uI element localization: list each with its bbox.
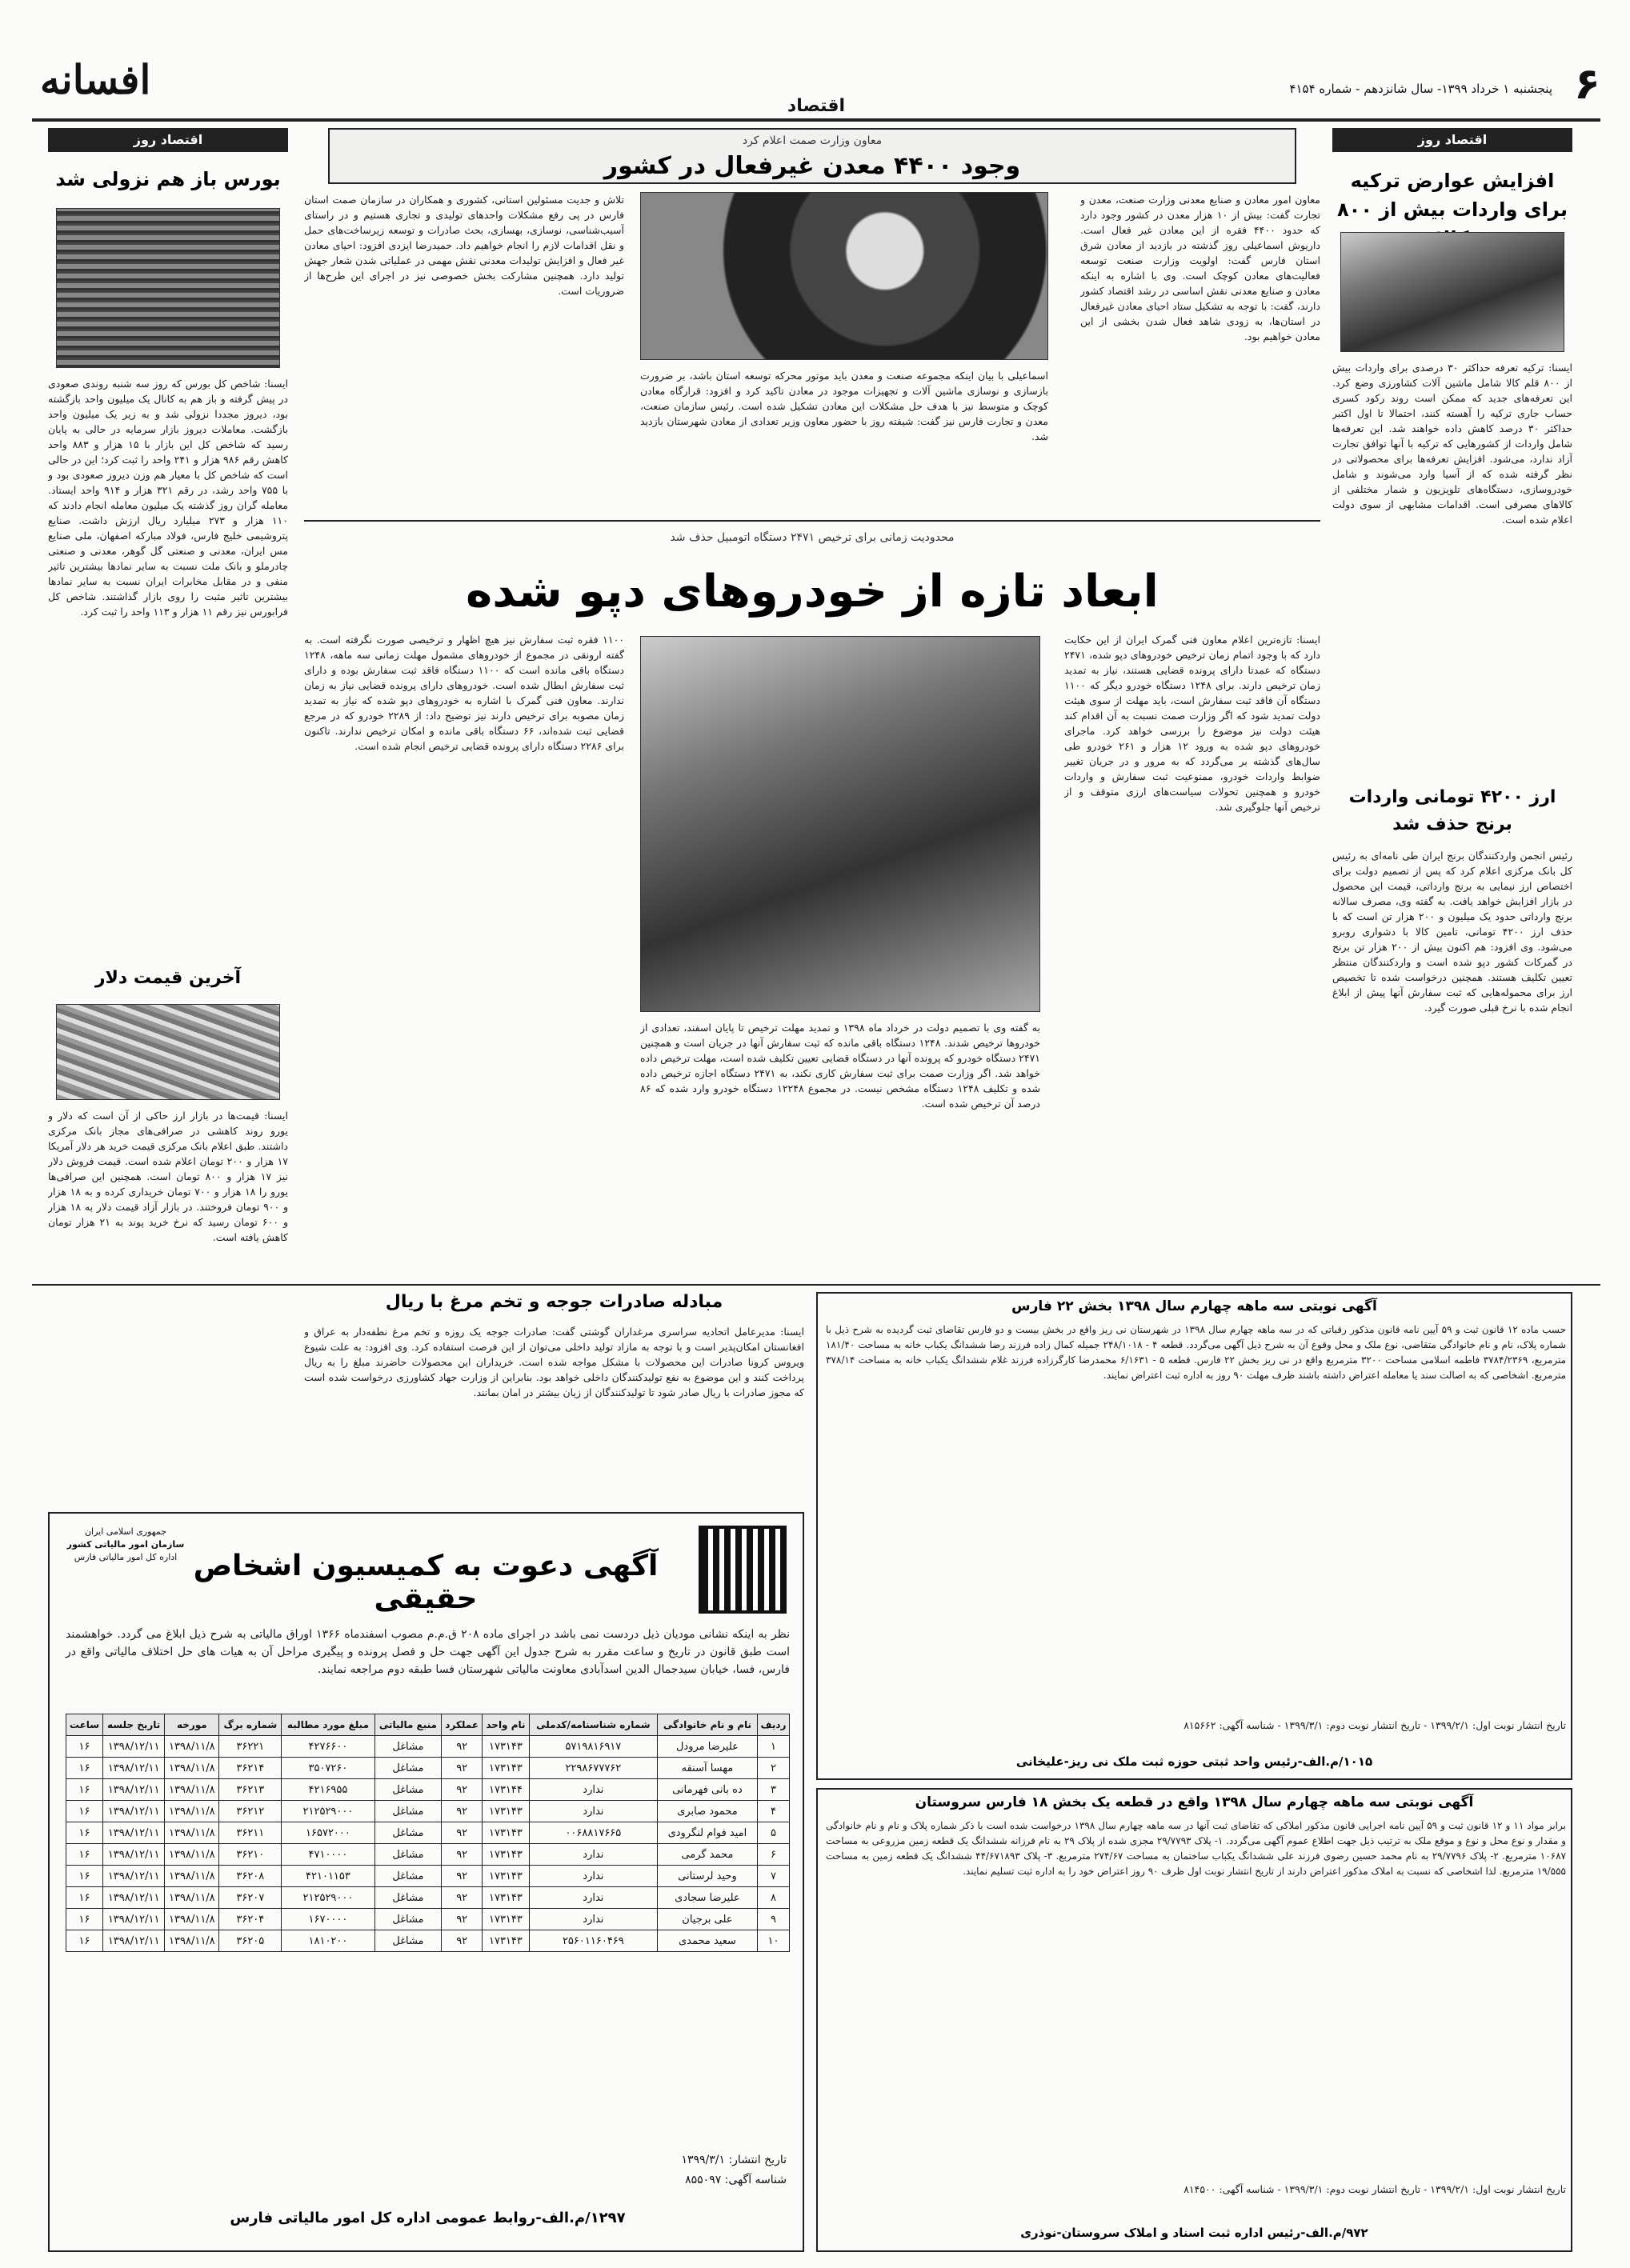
- table-row: [66, 1822, 790, 1844]
- main-body-c: به گفته وی با تصمیم دولت در خرداد ماه ۱۳۹۸ و تمدید مهلت ترخیص تا پایان اسفند، تعدادی از خودروها ترخیص شدند. ۱۲۴۸ دستگاه باقی مانده که ثبت سفارش آنها در جریان است و همچنین ۲۴۷۱ دستگاه خودرو که پرونده آنها در دستگاه قضایی تعیین تکلیف شده است، مهلت ترخیص داده خواهد شد. اگر وزارت صمت برای ثبت سفارش کاری نکند، به ۲۴۷۱ دستگاه اجازه ترخیص داده شده و تکلیف ۱۲۴۸ دستگاه مشخص نیست. در مجموع ۱۲۲۴۸ دستگاه خودرو وارد شده که ۸۶ درصد آن ترخیص شده است.: [640, 1022, 1040, 1110]
- table-cell: ۹۲: [442, 1736, 483, 1758]
- tax-ad: [48, 1512, 804, 2252]
- top-story-head-box: [328, 128, 1296, 184]
- table-cell: ۱۳۹۸/۱۱/۸: [165, 1736, 219, 1758]
- top-story-body-c: تلاش و جدیت مسئولین استانی، کشوری و همکاران در سازمان صمت استان فارس در پی رفع مشکلات واحدهای تولیدی و تجاری هستیم و در راستای آسیب‌شناسی، نوسازی، بهسازی، بحث صادرات و توسعه زیرساخت‌های حمل و نقل اقدامات لازم را انجام خواهیم داد. حمیدرضا ایزدی افزود: احیای معادن غیر فعال و افزایش تولیدات معدنی نقش مهمی در عملیاتی شدن شعار جهش تولید دارد. همچنین مشارکت بخش خصوصی نیز در اجرای این طرح‌ها از ضروریات است.: [304, 194, 624, 297]
- story-title: مبادله صادرات جوجه و تخم مرغ با ریال: [385, 1292, 723, 1312]
- notice-footer: تاریخ انتشار نوبت اول: ۱۳۹۹/۲/۱ - تاریخ انتشار نوبت دوم: ۱۳۹۹/۳/۱ - شناسه آگهی: ۸۱۵۶۶۲: [1183, 1719, 1566, 1731]
- ad-sign: ۱۲۹۷/م.الف-روابط عمومی اداره کل امور مالیاتی فارس: [230, 2210, 626, 2226]
- table-cell: ۹۲: [442, 1887, 483, 1909]
- table-header-cell: عملکرد: [442, 1714, 483, 1736]
- top-story-body-b: اسماعیلی با بیان اینکه مجموعه صنعت و معدن باید موتور محرکه توسعه استان باشد، بر ضرورت بازسازی و نوسازی ماشین آلات و تجهیزات موجود در معادن تاکید کرد و افزود: قرارگاه معادن کوچک و متوسط نیز با هدف حل مشکلات این معادن تشکیل شده است. رئیس سازمان صنعت، معدن و تجارت فارس نیز گفت: شیفته روز با حضور معاون وزیر تعدادی از معادن شهرستان بازدید شد.: [640, 370, 1048, 442]
- table-header-cell: شماره شناسنامه/کدملی: [529, 1714, 657, 1736]
- table-cell: ۱۳۹۸/۱۲/۱۱: [102, 1736, 164, 1758]
- table-cell: ۹۲: [442, 1779, 483, 1801]
- table-cell: ۱۶: [66, 1844, 103, 1866]
- chick-story: [304, 1292, 804, 1516]
- table-cell: مشاغل: [374, 1801, 442, 1822]
- table-cell: ۳۶۲۱۳: [219, 1779, 282, 1801]
- table-cell: مشاغل: [374, 1844, 442, 1866]
- table-cell: ۱۷۳۱۴۴: [483, 1779, 530, 1801]
- table-cell: مشاغل: [374, 1822, 442, 1844]
- notice-box-1: [816, 1292, 1572, 1780]
- table-row: [66, 1887, 790, 1909]
- table-cell: ۳۶۲۱۴: [219, 1758, 282, 1779]
- table-cell: ۵۷۱۹۸۱۶۹۱۷: [529, 1736, 657, 1758]
- story-body: ایسنا: شاخص کل بورس که روز سه شنبه روندی صعودی در پیش گرفته و باز هم به کانال یک میلیون واحد بازگشته بود، دیروز مجددا نزولی شد و به زیر یک میلیون واحد بازگشت. معاملات دیروز بازار سرمایه در حالی به پایان رسید که شاخص کل این بازار با ۱۵ هزار و ۸۸۳ واحد کاهش رقم ۹۸۶ هزار و ۲۴۱ واحد را ثبت کرد؛ این در حالی است که شاخص کل با معیار هم وزن دیروز صعودی بود و با ۷۵۵ واحد رشد، در رقم ۳۲۱ هزار و ۹۱۴ واحد ایستاد. معامله گران روز گذشته یک میلیون معامله انجام دادند که ۱۱۰ هزار و ۲۷۳ میلیارد ریال ارزش داشت. صنایع پتروشیمی خلیج فارس، فولاد مبارکه اصفهان، ملی صنایع مس ایران، معدنی و صنعتی گل گوهر، معدنی و صنعتی چادرملو و بانک ملت نسبت به سایر نمادها بیشترین تاثیر منفی و در مقابل مخابرات ایران نسبت به سایر نمادها بیشترین تاثیر مثبت را روی بازار گذاشتند. شاخص کل فرابورس نیز رقم ۱۱ هزار و ۱۱۳ واحد را ثبت کرد.: [48, 378, 288, 618]
- section-title: اقتصاد: [787, 96, 846, 116]
- story-body: ایسنا: مدیرعامل اتحادیه سراسری مرغداران گوشتی گفت: صادرات جوجه یک روزه و تخم مرغ نطفه‌دار به عراق و افغانستان امکان‌پذیر است و با توجه به مازاد تولید داخلی می‌توان از این فرصت استفاده کرد. وی افزود: به علت شیوع ویروس کرونا صادرات این محصولات با مشکل مواجه شده است. خریداران این محصولات حاضرند مبلغ را به ریال پرداخت کنند و این موضوع به نفع تولیدکنندگان داخلی خواهد بود. بنابراین از وزارت جهاد کشاورزی درخواست شده است که مجوز صادرات با ریال صادر شود تا تولیدکنندگان از زیان بیشتر در امان بمانند.: [304, 1326, 804, 1398]
- dollar-photo: [56, 1004, 280, 1100]
- table-row: [66, 1930, 790, 1952]
- table-cell: محمد گرمی: [657, 1844, 757, 1866]
- notice-title: آگهی نوبتی سه ماهه چهارم سال ۱۳۹۸ بخش ۲۲ فارس: [1011, 1298, 1377, 1314]
- table-cell: ده بانی فهرمانی: [657, 1779, 757, 1801]
- tax-emblem-icon: [699, 1526, 787, 1614]
- stock-market-photo: [56, 208, 280, 368]
- table-cell: ۱۳۹۸/۱۲/۱۱: [102, 1844, 164, 1866]
- issue-date: پنجشنبه ۱ خرداد ۱۳۹۹- سال شانزدهم - شماره ۴۱۵۴: [1289, 82, 1552, 96]
- table-cell: ۹۲: [442, 1866, 483, 1887]
- table-header-cell: نام واحد: [483, 1714, 530, 1736]
- table-cell: ۴: [757, 1801, 789, 1822]
- main-story: [304, 528, 1320, 1280]
- table-cell: ۱۶: [66, 1909, 103, 1930]
- table-cell: ۴۲۱۰۱۱۵۳: [282, 1866, 374, 1887]
- table-cell: مشاغل: [374, 1887, 442, 1909]
- ad-title: آگهی دعوت به کمیسیون اشخاص حقیقی: [193, 1550, 659, 1615]
- table-cell: ۱۳۹۸/۱۱/۸: [165, 1822, 219, 1844]
- table-cell: ندارد: [529, 1866, 657, 1887]
- table-cell: ۹۲: [442, 1758, 483, 1779]
- table-cell: ۱۶: [66, 1822, 103, 1844]
- table-cell: ندارد: [529, 1801, 657, 1822]
- table-cell: علی برجیان: [657, 1909, 757, 1930]
- table-cell: ۳۶۲۲۱: [219, 1736, 282, 1758]
- notice-title: آگهی نوبتی سه ماهه چهارم سال ۱۳۹۸ واقع در قطعه یک بخش ۱۸ فارس سروستان: [915, 1794, 1474, 1810]
- right-column: [1332, 128, 1572, 1272]
- table-cell: ۱۳۹۸/۱۱/۸: [165, 1909, 219, 1930]
- table-cell: ۱۶۷۰۰۰۰: [282, 1909, 374, 1930]
- main-body-a: ایسنا: تازه‌ترین اعلام معاون فنی گمرک ایران از این حکایت دارد که با وجود اتمام زمان ترخیص خودروهای دپو شده، ۲۴۷۱ دستگاه که عمدتا دارای پرونده قضایی هستند، نیاز به تمدید زمان ترخیص دارند. برای ۱۲۴۸ دستگاه خودرو دیگر که ۱۱۰۰ دستگاه آن فاقد ثبت سفارش است، باید مهلت از سوی هیئت دولت تمدید شود که اگر وزارت صمت نسبت به آن اقدام کند هیئت دولت نیز موضوع را بررسی خواهد کرد. ماجرای خودروهای دپو شده به ورود ۱۲ هزار و ۲۶۱ خودرو طی سال‌های گذشته بر می‌گردد که به مرور و در جریان تغییر ضوابط واردات خودرو، ممنوعیت ثبت سفارش و واردات خودرو و همچنین تحولات سیاست‌های ارزی متوقف و از ترخیص آنها جلوگیری شد.: [1064, 634, 1320, 813]
- table-cell: ۹۲: [442, 1801, 483, 1822]
- kicker: معاون وزارت صمت اعلام کرد: [742, 134, 883, 147]
- masthead-rule: [32, 118, 1600, 122]
- notice-footer: تاریخ انتشار نوبت اول: ۱۳۹۹/۲/۱ - تاریخ انتشار نوبت دوم: ۱۳۹۹/۳/۱ - شناسه آگهی: ۸۱۴۵۰۰: [1183, 2183, 1566, 2195]
- notice-body: برابر مواد ۱۱ و ۱۲ قانون ثبت و ۵۹ آیین نامه اجرایی قانون مذکور املاکی که تقاضای ثبت آنها در سه ماهه چهارم سال ۱۳۹۸ درخواست شده است با ذکر شماره پلاک و نام و نام خانوادگی و مقدار و نوع محل و نوع و موقع ملک به ترتیب ذیل جهت اطلاع عموم آگهی می‌گردد. ۱- پلاک ۲۹/۷۷۹۳ مجزی شده از پلاک ۲۹ به نام فرزانه ششدانگ یک قطعه زمین مزروعی به مساحت ۱۰۶۸۷ مترمربع. ۲- پلاک ۲۹/۷۷۹۶ به نام محمد حسین رضوی فرزند علی ششدانگ یکباب ساختمان به مساحت ۲۷۴/۶۷ مترمربع. ۳- پلاک ۴۴/۶۷۱۸۹۳ ششدانگ یک قطعه زمین به مساحت ۱۹/۵۵۵ مترمربع. لذا اشخاصی که نسبت به املاک مذکور اعتراض دارند از تاریخ انتشار نوبت اول ظرف ۹۰ روز اعتراض خود را به اداره ثبت تسلیم نمایند.: [826, 1820, 1566, 1877]
- kicker: محدودیت زمانی برای ترخیص ۲۴۷۱ دستگاه اتومبیل حذف شد: [670, 531, 955, 544]
- table-header-cell: مبلغ مورد مطالبه: [282, 1714, 374, 1736]
- table-cell: ۱۳۹۸/۱۲/۱۱: [102, 1801, 164, 1822]
- divider: [32, 1284, 1600, 1286]
- table-cell: مهسا آسنقه: [657, 1758, 757, 1779]
- masthead: [32, 56, 1600, 120]
- divider: [304, 520, 1320, 522]
- story-body-2: ایسنا: قیمت‌ها در بازار ارز حاکی از آن است که دلار و یورو روند کاهشی در صرافی‌های مجاز بانک مرکزی داشتند. طبق اعلام بانک مرکزی قیمت خرید هر دلار آمریکا ۱۷ هزار و ۲۰۰ تومان اعلام شده است. قیمت فروش دلار نیز ۱۷ هزار و ۸۰۰ تومان است. همچنین این صرافی‌ها یورو را ۱۸ هزار و ۷۰۰ تومان خریداری کرده و به ۱۸ هزار و ۹۰۰ تومان فروختند. در بازار آزاد قیمت دلار به ۱۸ هزار و ۶۰۰ تومان رسید که نرخ خرید پوند به ۲۱ هزار تومان کاهش یافته است.: [48, 1110, 288, 1243]
- table-cell: محمود صابری: [657, 1801, 757, 1822]
- table-cell: مشاغل: [374, 1758, 442, 1779]
- table-cell: ۳: [757, 1779, 789, 1801]
- table-cell: ۳۶۲۱۲: [219, 1801, 282, 1822]
- table-cell: ۶: [757, 1844, 789, 1866]
- table-cell: ۱۶: [66, 1866, 103, 1887]
- table-cell: ۹۲: [442, 1909, 483, 1930]
- table-header-cell: مورخه: [165, 1714, 219, 1736]
- table-cell: ۹: [757, 1909, 789, 1930]
- tax-table: [66, 1714, 790, 1952]
- pub-date: تاریخ انتشار: ۱۳۹۹/۳/۱: [681, 2154, 787, 2166]
- table-cell: ندارد: [529, 1844, 657, 1866]
- col-tag-left: اقتصاد روز: [48, 128, 288, 152]
- page-number: ۶: [1574, 58, 1600, 109]
- table-cell: ندارد: [529, 1887, 657, 1909]
- ad-intro: نظر به اینکه نشانی مودیان ذیل دردست نمی باشد در اجرای ماده ۲۰۸ ق.م.م مصوب اسفندماه ۱۳۶۶ اوراق مالیاتی به شرح ذیل ابلاغ می گردد. خواهشمند است طبق قانون در تاریخ و ساعت مقرر به شرح جدول این آگهی جهت حل و فصل پرونده و پیگیری مراحل آن به هیات های حل اختلاف مالیاتی واقع در فارس، فسا، خیابان سیدجمال الدین اسدآبادی معاونت مالیاتی شهرستان فسا طبقه دوم مراجعه نمایند.: [66, 1628, 791, 1676]
- table-cell: ۱۶: [66, 1736, 103, 1758]
- table-cell: ۹۲: [442, 1822, 483, 1844]
- table-cell: ۱۳۹۸/۱۱/۸: [165, 1887, 219, 1909]
- table-cell: ۱۷۳۱۴۳: [483, 1844, 530, 1866]
- table-header-cell: ساعت: [66, 1714, 103, 1736]
- org-line-2: سازمان امور مالیاتی کشور: [66, 1539, 185, 1550]
- top-story: [304, 128, 1320, 512]
- table-cell: علیرضا سجادی: [657, 1887, 757, 1909]
- table-cell: ۲: [757, 1758, 789, 1779]
- table-cell: ۳۶۲۰۷: [219, 1887, 282, 1909]
- table-cell: ۴۲۱۶۹۵۵: [282, 1779, 374, 1801]
- table-cell: ۱۰: [757, 1930, 789, 1952]
- story-title: افزایش عوارض ترکیه برای واردات بیش از ۸۰۰: [1337, 170, 1568, 221]
- table-cell: ۳۵۰۷۲۶۰: [282, 1758, 374, 1779]
- table-header-cell: ردیف: [757, 1714, 789, 1736]
- table-cell: ۱۳۹۸/۱۱/۸: [165, 1844, 219, 1866]
- table-cell: ۰۰۶۸۸۱۷۶۶۵: [529, 1822, 657, 1844]
- table-cell: ۱۷۳۱۴۳: [483, 1887, 530, 1909]
- table-cell: ۱۶۵۷۲۰۰۰: [282, 1822, 374, 1844]
- table-row: [66, 1844, 790, 1866]
- table-header-cell: منبع مالیاتی: [374, 1714, 442, 1736]
- table-cell: ۷: [757, 1866, 789, 1887]
- table-cell: ۸: [757, 1887, 789, 1909]
- table-cell: مشاغل: [374, 1930, 442, 1952]
- table-cell: ندارد: [529, 1779, 657, 1801]
- main-body-b: ۱۱۰۰ فقره ثبت سفارش نیز هیچ اظهار و ترخیصی صورت نگرفته است. به گفته ارونقی در مجموع از خودروهای مشمول مهلت زمانی سه ماهه، ۱۲۴۸ دستگاه باقی مانده است که ۱۱۰۰ دستگاه فاقد ثبت سفارش بوده و دارای ثبت سفارش ابطال شده است. خودروهای دارای پرونده قضایی نیاز به زمان ندارند. معاون فنی گمرک با اشاره به خودروهای دپو شده که نیاز به تمدید زمان مصوبه برای ترخیص دارند نیز توضیح داد: از ۲۲۸۹ خودرو که در مرجع قضایی ثبت شده‌اند، ۶۶ دستگاه باقی مانده و امکان ترخیص ندارند. تاکنون برای ۲۲۸۶ دستگاه دارای پرونده قضایی ترخیص انجام شده است.: [304, 634, 624, 752]
- table-cell: امید فوام لنگرودی: [657, 1822, 757, 1844]
- left-column: [48, 128, 288, 1272]
- story-title-2: آخرین قیمت دلار: [94, 968, 242, 988]
- table-cell: مشاغل: [374, 1866, 442, 1887]
- tax-table-wrap: [66, 1714, 790, 1952]
- table-cell: ۱۳۹۸/۱۲/۱۱: [102, 1779, 164, 1801]
- table-cell: ۱۳۹۸/۱۲/۱۱: [102, 1866, 164, 1887]
- table-cell: ۱۷۳۱۴۳: [483, 1801, 530, 1822]
- table-row: [66, 1866, 790, 1887]
- table-row: [66, 1736, 790, 1758]
- table-cell: ۱۳۹۸/۱۲/۱۱: [102, 1930, 164, 1952]
- table-cell: ۲۱۲۵۲۹۰۰۰: [282, 1801, 374, 1822]
- table-cell: وحید لرستانی: [657, 1866, 757, 1887]
- table-cell: علیرضا مرودل: [657, 1736, 757, 1758]
- table-cell: ۱۶: [66, 1930, 103, 1952]
- table-cell: ۱۶: [66, 1887, 103, 1909]
- table-cell: ۱۷۳۱۴۳: [483, 1736, 530, 1758]
- newspaper-logo: افسانه: [40, 56, 151, 103]
- table-cell: ۵: [757, 1822, 789, 1844]
- table-cell: ۱۳۹۸/۱۲/۱۱: [102, 1822, 164, 1844]
- story-body: ایسنا: ترکیه تعرفه حداکثر ۳۰ درصدی برای واردات بیش از ۸۰۰ قلم کالا شامل ماشین آلات کشاورزی وضع کرد. این تعرفه‌های جدید که ممکن است روند رکود کسری حساب جاری ترکیه را آهسته کنند، احتمالا تا اول اکتبر حداکثر ۳۰ درصد کاهش داده خواهند شد. این تعرفه‌ها شامل واردات از کشورهایی که ترکیه با آنها توافق تجارت آزاد ندارد، می‌شود. افزایش تعرفه‌ها برای محصولاتی در نظر گرفته شده که از آسیا وارد می‌شوند و شامل خودروسازی، دستگاه‌های تلویزیون و شمار مختلفی از کالاهای مصرفی است. اقدامات مشابهی از سوی دولت اعلام شده است.: [1332, 362, 1572, 526]
- notice-sign: ۱۰۱۵/م.الف-رئیس واحد ثبتی حوزه ثبت ملک نی ریز-علیخانی: [1015, 1754, 1373, 1769]
- notice-sign: ۹۷۲/م.الف-رئیس اداره ثبت اسناد و املاک سروستان-نوذری: [1020, 2226, 1368, 2240]
- table-cell: ۱۳۹۸/۱۱/۸: [165, 1801, 219, 1822]
- table-cell: ۱۷۳۱۴۳: [483, 1758, 530, 1779]
- story-title-2: ارز ۴۲۰۰ تومانی واردات برنج حذف شد: [1348, 787, 1556, 834]
- table-cell: ۱۶: [66, 1779, 103, 1801]
- table-cell: ۱۳۹۸/۱۱/۸: [165, 1779, 219, 1801]
- official-portrait: [640, 636, 1040, 1012]
- table-header-cell: نام و نام خانوادگی: [657, 1714, 757, 1736]
- table-cell: ۱۳۹۸/۱۲/۱۱: [102, 1887, 164, 1909]
- table-cell: ۳۶۲۰۵: [219, 1930, 282, 1952]
- table-cell: ۹۲: [442, 1844, 483, 1866]
- table-cell: ۱۷۳۱۴۳: [483, 1822, 530, 1844]
- table-row: [66, 1779, 790, 1801]
- headline: ابعاد تازه از خودروهای دپو شده: [466, 566, 1159, 618]
- table-cell: ۱۷۳۱۴۳: [483, 1909, 530, 1930]
- table-cell: ۱۳۹۸/۱۱/۸: [165, 1930, 219, 1952]
- org-line-3: اداره کل امور مالیاتی فارس: [74, 1552, 178, 1562]
- table-cell: ۳۶۲۰۴: [219, 1909, 282, 1930]
- table-cell: ۲۲۹۸۶۷۷۷۶۲: [529, 1758, 657, 1779]
- ad-id: شناسه آگهی: ۸۵۵۰۹۷: [685, 2174, 787, 2186]
- table-cell: ۱۳۹۸/۱۲/۱۱: [102, 1909, 164, 1930]
- table-header-cell: شماره برگ: [219, 1714, 282, 1736]
- table-header-cell: تاریخ جلسه: [102, 1714, 164, 1736]
- col-tag: اقتصاد روز: [1332, 128, 1572, 152]
- table-cell: ۱۳۹۸/۱۲/۱۱: [102, 1758, 164, 1779]
- table-cell: ۹۲: [442, 1930, 483, 1952]
- table-cell: ۴۲۷۶۶۰۰: [282, 1736, 374, 1758]
- story-title: بورس باز هم نزولی شد: [55, 168, 281, 190]
- table-cell: ۳۶۲۱۰: [219, 1844, 282, 1866]
- table-cell: ندارد: [529, 1909, 657, 1930]
- table-cell: ۳۶۲۰۸: [219, 1866, 282, 1887]
- table-cell: ۱۳۹۸/۱۱/۸: [165, 1758, 219, 1779]
- table-cell: ۱: [757, 1736, 789, 1758]
- table-cell: ۱۳۹۸/۱۱/۸: [165, 1866, 219, 1887]
- table-cell: مشاغل: [374, 1736, 442, 1758]
- top-story-body-a: معاون امور معادن و صنایع معدنی وزارت صنعت، معدن و تجارت گفت: بیش از ۱۰ هزار معدن در کشور وجود دارد که حدود ۴۴۰۰ فقره از این معادن غیر فعال است. داریوش اسماعیلی روز گذشته در بازدید از معادن شرق استان فارس گفت: اولویت وزارت صنعت توسعه فعالیت‌های معادن کوچک است. وی با اشاره به اینکه معادن و صنایع معدنی نقش اساسی در رشد اقتصاد کشور دارند، گفت: با توجه به تشکیل ستاد احیای معادن غیرفعال در استان‌ها، به زودی شاهد فعال شدن بخشی از این معادن خواهیم بود.: [1080, 194, 1320, 342]
- table-cell: ۱۷۳۱۴۳: [483, 1930, 530, 1952]
- table-cell: ۳۶۲۱۱: [219, 1822, 282, 1844]
- table-row: [66, 1758, 790, 1779]
- port-photo: [1340, 232, 1564, 352]
- table-row: [66, 1801, 790, 1822]
- notice-box-2: [816, 1788, 1572, 2252]
- table-cell: ۱۸۱۰۲۰۰: [282, 1930, 374, 1952]
- table-row: [66, 1909, 790, 1930]
- table-cell: ۲۱۲۵۲۹۰۰۰: [282, 1887, 374, 1909]
- table-cell: ۱۶: [66, 1758, 103, 1779]
- table-cell: مشاغل: [374, 1779, 442, 1801]
- table-cell: ۲۵۶۰۱۱۶۰۴۶۹: [529, 1930, 657, 1952]
- table-cell: ۱۷۳۱۴۳: [483, 1866, 530, 1887]
- table-cell: سعید محمدی: [657, 1930, 757, 1952]
- notice-body: حسب ماده ۱۲ قانون ثبت و ۵۹ آیین نامه قانون مذکور رقباتی که در سه ماهه چهارم سال ۱۳۹۸ در شهرستان نی ریز واقع در بخش بیست و دو فارس تقاضای ثبت گردیده به شرح ذیل با شماره پلاک، نام و نام خانوادگی متقاضی، نوع ملک و محل وقوع آن به شرح ذیل آگهی می‌گردد. قطعه ۴ - ۲۴۸/۱۰۱۸ جمیله کمال زاده فرزند رضا ششدانگ یکباب خانه به مساحت ۱۸۱/۴۰ مترمربع، ۳۷۸۴/۲۳۶۹ فاطمه اسلامی مساحت ۳۲۰۰ مترمربع واقع در نی ریز بخش ۲۲ فارس. قطعه ۵ - ۶/۱۶۳۱ محمدرضا کارگرزاده فرزند غلام ششدانگ یکباب خانه به مساحت ۳۷۸/۱۴ مترمربع. اشخاصی که به اصالت سند یا معامله اعتراض داشته باشند ظرف مهلت ۹۰ روز به اداره ثبت اعتراض نمایند.: [826, 1324, 1566, 1381]
- org-line-1: جمهوری اسلامی ایران: [84, 1526, 167, 1537]
- story-body-2: رئیس انجمن واردکنندگان برنج ایران طی نامه‌ای به رئیس کل بانک مرکزی اعلام کرد که پس از تصمیم دولت برای اختصاص ارز نیمایی به برنج وارداتی، قیمت این محصول در بازار افزایش خواهد یافت. به گفته وی، مصرف سالانه برنج وارداتی حدود یک میلیون و ۲۰۰ هزار تن است که با حذف ارز ۴۲۰۰ تومانی، تامین کالا با دشواری روبرو می‌شود. وی افزود: هم اکنون بیش از ۲۰۰ هزار تن برنج در گمرکات کشور دپو شده است و واردکنندگان منتظر تعیین تکلیف هستند. همچنین درخواست شده تا تخصیص ارز برای محموله‌هایی که ثبت سفارش آنها پیش از ابلاغ انجام شده با نرخ قبلی صورت گیرد.: [1332, 850, 1572, 1014]
- table-cell: مشاغل: [374, 1909, 442, 1930]
- mine-visit-photo: [640, 192, 1048, 360]
- table-cell: ۴۷۱۰۰۰۰: [282, 1844, 374, 1866]
- table-cell: ۱۶: [66, 1801, 103, 1822]
- headline: وجود ۴۴۰۰ معدن غیرفعال در کشور: [603, 152, 1021, 180]
